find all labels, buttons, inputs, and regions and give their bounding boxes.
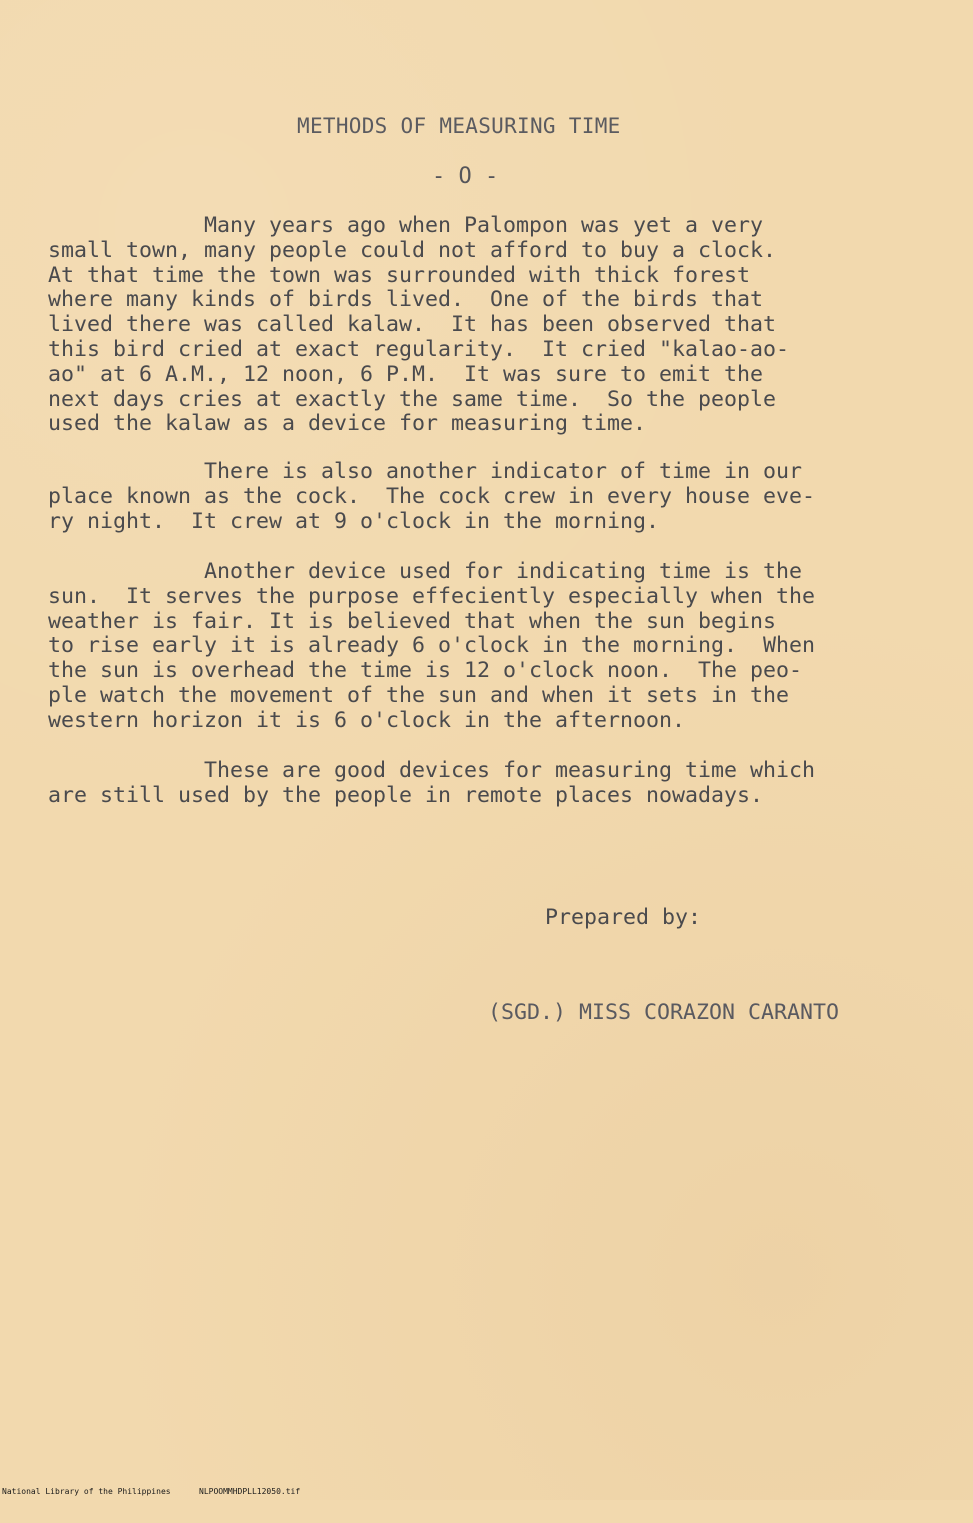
paragraph-sun: Another device used for indicating time is the sun. It serves the purpose effeciently especially when the weather is fair. It is believed that when the sun begins to rise early it is already 6 o'clock in the morning. When the sun is overhead the time is 12 o'clock noon. The peo- ple watch the movement of the sun and when it sets in the western horizon it is 6 o'clock in the afternoon. bbox=[48, 559, 816, 733]
footer-filename: NLPOOMMHDPLL12050.tif bbox=[199, 1487, 301, 1496]
footer-library-name: National Library of the Philippines bbox=[2, 1487, 171, 1496]
document-title: METHODS OF MEASURING TIME bbox=[297, 114, 621, 138]
section-divider: - O - bbox=[432, 164, 499, 189]
paragraph-cock: There is also another indicator of time in our place known as the cock. The cock crew in every house eve- ry night. It crew at 9 o'clock in the morning. bbox=[48, 459, 816, 534]
scan-footer bbox=[0, 1487, 973, 1523]
paragraph-palompon-kalaw: Many years ago when Palompon was yet a very small town, many people could not afford to buy a clock. At that time the town was surrounded with thick forest where many kinds of birds lived. One of the birds that lived there was called kalaw. It has been observed that this bird cried at exact regularity. It cried "kalao-ao- ao" at 6 A.M., 12 noon, 6 P.M. It was sure to emit the next days cries at exactly the same time. So the people used the kalaw as a device for measuring time. bbox=[48, 213, 790, 437]
signature-line: (SGD.) MISS CORAZON CARANTO bbox=[488, 1000, 840, 1025]
prepared-by-label: Prepared by: bbox=[545, 905, 702, 930]
paragraph-conclusion: These are good devices for measuring time which are still used by the people in remote places nowadays. bbox=[48, 758, 816, 808]
